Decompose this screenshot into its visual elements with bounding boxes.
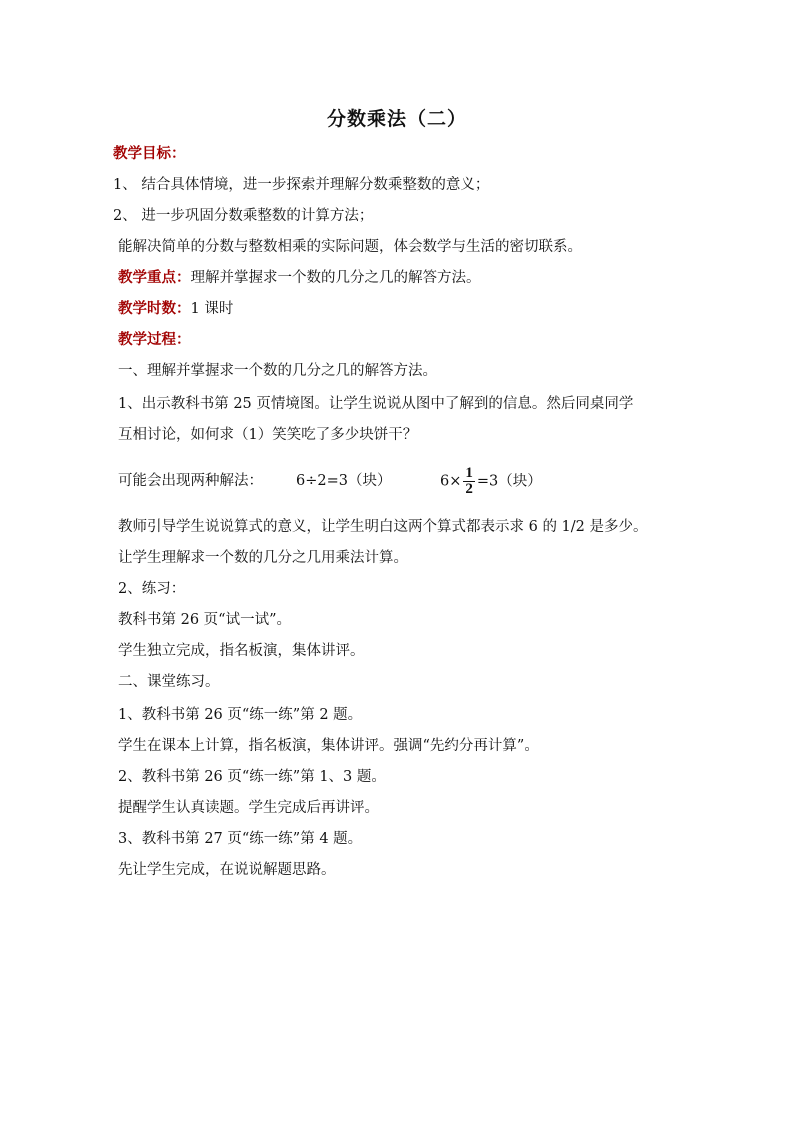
part2-heading: 二、课堂练习。	[118, 674, 220, 690]
methods-label: 可能会出现两种解法：	[118, 473, 263, 489]
objective-1: 1、 结合具体情境，进一步探索并理解分数乘整数的意义；	[113, 177, 490, 193]
process-heading: 教学过程：	[118, 331, 191, 348]
key-point-text: 理解并掌握求一个数的几分之几的解答方法。	[190, 270, 481, 286]
method-1: 6÷2=3（块）	[296, 473, 392, 489]
part1-heading: 一、理解并掌握求一个数的几分之几的解答方法。	[118, 363, 437, 379]
practice-line1: 教科书第 26 页“试一试”。	[118, 612, 291, 628]
exercise-2-note: 提醒学生认真读题。学生完成后再讲评。	[118, 800, 379, 816]
fraction-numerator: 1	[465, 465, 473, 481]
fraction-denominator: 2	[465, 481, 473, 497]
step1-line1: 1、出示教科书第 25 页情境图。让学生说说从图中了解到的信息。然后同桌同学	[118, 396, 634, 412]
step1-line2: 互相讨论，如何求（1）笑笑吃了多少块饼干？	[118, 427, 418, 443]
page-title: 分数乘法（二）	[326, 108, 467, 130]
objectives-heading: 教学目标：	[113, 145, 186, 162]
practice-heading: 2、练习：	[118, 581, 186, 597]
objective-2: 2、 进一步巩固分数乘整数的计算方法；	[113, 208, 374, 224]
key-point	[118, 268, 481, 288]
exercise-2: 2、教科书第 26 页“练一练”第 1、3 题。	[118, 769, 386, 785]
explain-line1: 教师引导学生说说算式的意义，让学生明白这两个算式都表示求 6 的 1/2 是多少。	[118, 519, 648, 535]
explain-line2: 让学生理解求一个数的几分之几用乘法计算。	[118, 550, 408, 566]
objective-3: 能解决简单的分数与整数相乘的实际问题，体会数学与生活的密切联系。	[118, 239, 582, 255]
key-point-label: 教学重点：	[118, 269, 191, 286]
hours-label: 教学时数：	[118, 300, 191, 317]
exercise-3-note: 先让学生完成，在说说解题思路。	[118, 862, 336, 878]
hours-text: 1 课时	[190, 301, 234, 317]
exercise-1-note: 学生在课本上计算，指名板演，集体讲评。强调“先约分再计算”。	[118, 738, 539, 754]
method-2-prefix: 6×	[440, 473, 462, 490]
method-2	[440, 466, 542, 497]
fraction-one-half	[463, 466, 475, 497]
practice-line2: 学生独立完成，指名板演，集体讲评。	[118, 643, 365, 659]
method-2-suffix: =3（块）	[476, 473, 542, 490]
exercise-3: 3、教科书第 27 页“练一练”第 4 题。	[118, 831, 363, 847]
teaching-hours	[118, 299, 233, 319]
exercise-1: 1、教科书第 26 页“练一练”第 2 题。	[118, 707, 363, 723]
